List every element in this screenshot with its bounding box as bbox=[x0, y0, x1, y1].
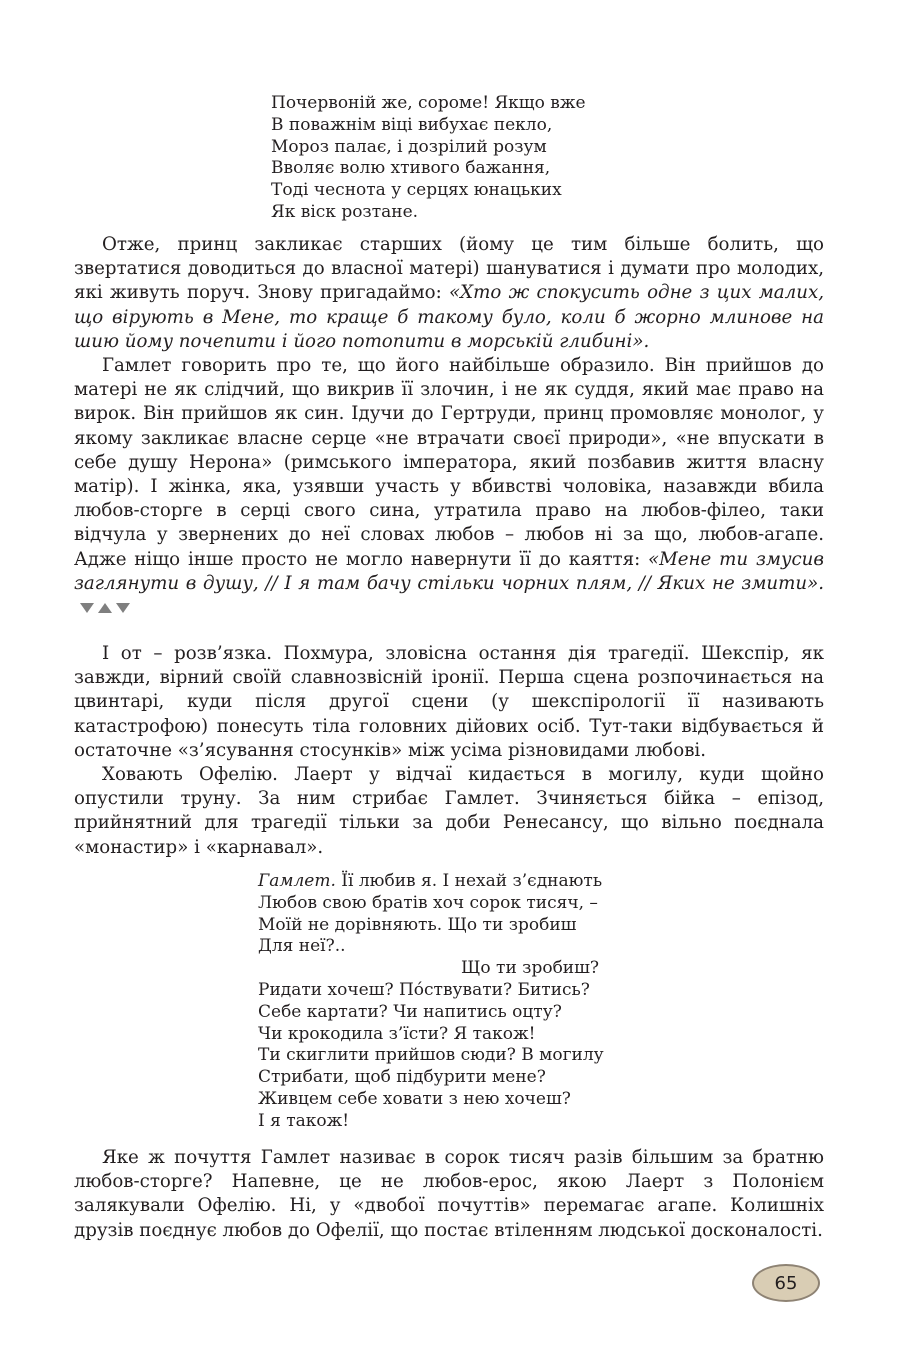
hamlet-quote: «Мене ти змусив заглянути в душу, // І я там бачу стільки чорних плям, // Яких не змити». bbox=[74, 548, 824, 594]
poem-excerpt-2 bbox=[258, 871, 604, 1133]
poem-line: Себе картати? Чи напитись оцту? bbox=[258, 1001, 562, 1022]
poem-line: В поважнім віці вибухає пекло, bbox=[271, 114, 553, 135]
poem-line: Тоді чеснота у серцях юнацьких bbox=[271, 180, 562, 201]
paragraph-4: Ховають Офелію. Лаерт у відчаї кидається в могилу, куди щойно опустили труну. За ним стрибає Гамлет. Зчиняється бійка – епізод, прийнятний для трагедії тільки за доби Ренесансу, що вільно поєднала «монастир» і «карнавал». bbox=[74, 764, 824, 858]
poem-excerpt-1 bbox=[271, 93, 586, 224]
prose-block-1 bbox=[74, 233, 824, 620]
paragraph-3: І от – розв’язка. Похмура, зловісна остання дія трагедії. Шекспір, як завжди, вірний своїй славнозвісній іронії. Перша сцена розпочинається на цвинтарі, куди після другої сцени (у шекспірології її називають катастрофою) понесуть тіла головних дійових осіб. Тут-таки відбувається й остаточне «з’ясування стосунків» між усіма різновидами любові. bbox=[74, 643, 824, 761]
poem-line: Почервоній же, сороме! Якщо вже bbox=[271, 93, 586, 113]
poem-line: Живцем себе ховати з нею хочеш? bbox=[258, 1088, 571, 1109]
poem-line: Ридати хочеш? По́ствувати? Битись? bbox=[258, 979, 590, 1000]
poem-line: І я також! bbox=[258, 1110, 350, 1131]
speaker-name: Гамлет. bbox=[258, 871, 336, 891]
bible-quote: «Хто ж спокусить одне з цих малих, що вірують в Мене, то краще б такому було, коли б жорно млинове на шию йому почепити і його потопити в морській глибині». bbox=[74, 282, 824, 352]
page-number-badge bbox=[752, 1264, 820, 1302]
paragraph-text: Гамлет говорить про те, що його найбільше образило. Він прийшов до матері не як слідчий, що викрив її злочин, і не як суддя, який має право на вирок. Він прийшов як син. Ідучи до Гертруди, принц промовляє монолог, у якому закликає власне серце «не втрачати своєї природи», «не впускати в себе душу Нерона» (римського імператора, який позбавив життя власну матір). І жінка, яка, узявши участь у вбивстві чоловіка, назавжди вбила любов-сторге в серці свого сина, утратила право на любов-філео, таки відчула у звернених до неї словах любов – любов ні за що, любов-агапе. Адже ніщо інше просто не могло навернути її до каяття: bbox=[74, 355, 824, 570]
poem-line: Ти скиглити прийшов сюди? В могилу bbox=[258, 1045, 604, 1066]
paragraph-text: Отже, принц закликає старших (йому це тим більше болить, що звертатися доводиться до власної матері) шануватися і думати про молодих, які живуть поруч. Знову пригадаймо: bbox=[74, 234, 824, 304]
page-number: 65 bbox=[774, 1272, 798, 1294]
paragraph-5: Яке ж почуття Гамлет називає в сорок тисяч разів більшим за братню любов-сторге? Напевне, це не любов-ерос, якою Лаерт з Полонієм залякували Офелію. Ні, у «двобої почуттів» перемагає агапе. Колишніх друзів поєднує любов до Офелії, що постає втіленням людської досконалості. bbox=[74, 1147, 824, 1241]
poem-line: Як віск розтане. bbox=[271, 201, 419, 222]
paragraph-1 bbox=[74, 233, 824, 354]
poem-line: Чи крокодила з’їсти? Я також! bbox=[258, 1023, 536, 1044]
poem-line: Стрибати, щоб підбурити мене? bbox=[258, 1067, 546, 1088]
prose-block-2 bbox=[74, 642, 824, 860]
three-triangles-icon bbox=[80, 601, 132, 615]
poem-line: Для неї?.. bbox=[258, 936, 346, 957]
poem-line: Мороз палає, і дозрілий розум bbox=[271, 136, 547, 157]
poem-line-indented: Що ти зробиш? bbox=[461, 958, 600, 979]
poem-line: Любов свою братів хоч сорок тисяч, – bbox=[258, 892, 598, 913]
poem-line-text: Її любив я. І нехай з’єднають bbox=[335, 871, 603, 891]
poem-line bbox=[258, 871, 604, 893]
prose-block-3 bbox=[74, 1146, 824, 1243]
paragraph-2 bbox=[74, 354, 824, 620]
poem-line: Моїй не дорівняють. Що ти зробиш bbox=[258, 914, 577, 935]
poem-line: Вволяє волю хтивого бажання, bbox=[271, 158, 551, 179]
